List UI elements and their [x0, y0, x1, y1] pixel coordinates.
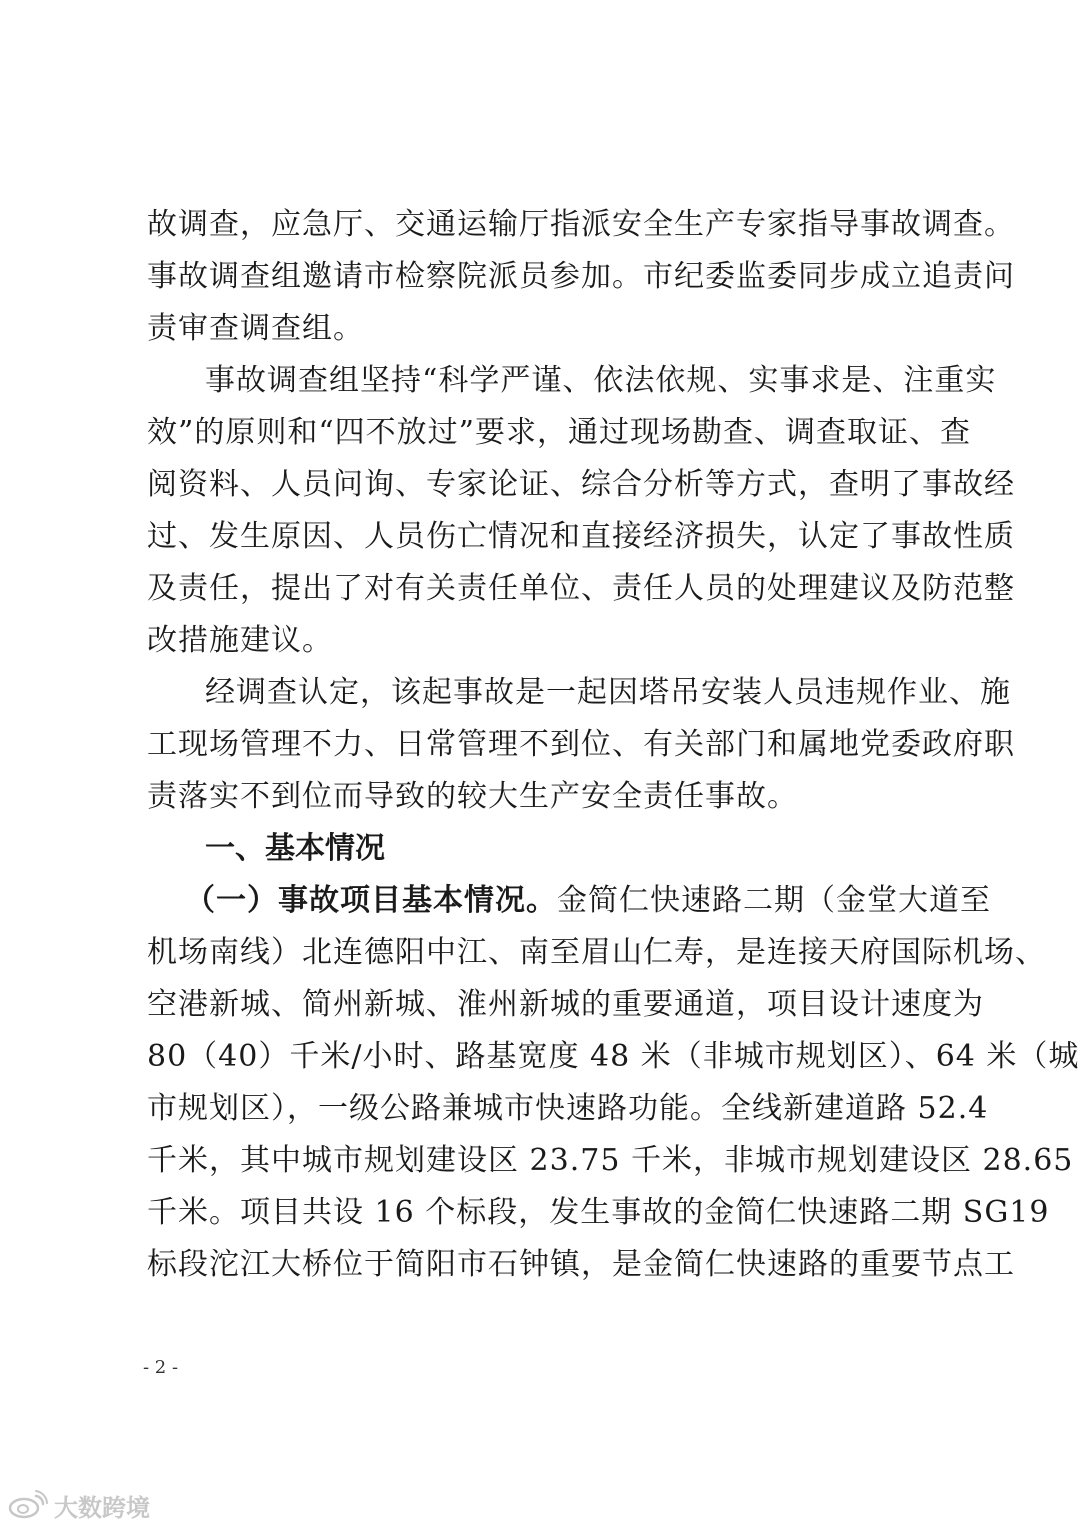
paragraph-line: 市规划区），一级公路兼城市快速路功能。全线新建道路 52.4: [147, 1091, 989, 1126]
paragraph-line: 效”的原则和“四不放过”要求，通过现场勘查、调查取证、查: [147, 415, 972, 450]
paragraph-line: 故调查，应急厅、交通运输厅指派安全生产专家指导事故调查。: [147, 207, 1015, 242]
watermark-text: 大数跨境: [54, 1493, 150, 1522]
paragraph-line: 千米。项目共设 16 个标段，发生事故的金简仁快速路二期 SG19: [147, 1195, 1050, 1230]
subheading-title: （一）事故项目基本情况。: [185, 883, 557, 918]
watermark: [8, 1488, 150, 1522]
paragraph-line: 机场南线）北连德阳中江、南至眉山仁寿，是连接天府国际机场、: [147, 935, 1046, 970]
weibo-logo-icon: [8, 1490, 48, 1520]
paragraph-line: 及责任，提出了对有关责任单位、责任人员的处理建议及防范整: [147, 571, 1015, 606]
paragraph-line: 改措施建议。: [147, 623, 333, 658]
paragraph-line: 经调查认定，该起事故是一起因塔吊安装人员违规作业、施: [205, 675, 1011, 710]
subheading-text: 金简仁快速路二期（金堂大道至: [557, 883, 991, 918]
paragraph-line: 千米，其中城市规划建设区 23.75 千米，非城市规划建设区 28.65: [147, 1143, 1074, 1178]
paragraph-line: 空港新城、简州新城、淮州新城的重要通道，项目设计速度为: [147, 987, 984, 1022]
paragraph-line: 工现场管理不力、日常管理不到位、有关部门和属地党委政府职: [147, 727, 1015, 762]
paragraph-line: 过、发生原因、人员伤亡情况和直接经济损失，认定了事故性质: [147, 519, 1015, 554]
subheading-line: [185, 881, 991, 921]
paragraph-line: 责审查调查组。: [147, 311, 364, 346]
paragraph-line: 标段沱江大桥位于简阳市石钟镇，是金简仁快速路的重要节点工: [147, 1247, 1015, 1282]
paragraph-line: 事故调查组邀请市检察院派员参加。市纪委监委同步成立追责问: [147, 259, 1015, 294]
paragraph-line: 阅资料、人员问询、专家论证、综合分析等方式，查明了事故经: [147, 467, 1015, 502]
page-number: - 2 -: [143, 1357, 179, 1378]
paragraph-line: 责落实不到位而导致的较大生产安全责任事故。: [147, 779, 798, 814]
paragraph-line: 80（40）千米/小时、路基宽度 48 米（非城市规划区）、64 米（城: [147, 1039, 1080, 1074]
paragraph-line: 事故调查组坚持“科学严谨、依法依规、实事求是、注重实: [205, 363, 997, 398]
section-heading: 一、基本情况: [205, 831, 385, 866]
